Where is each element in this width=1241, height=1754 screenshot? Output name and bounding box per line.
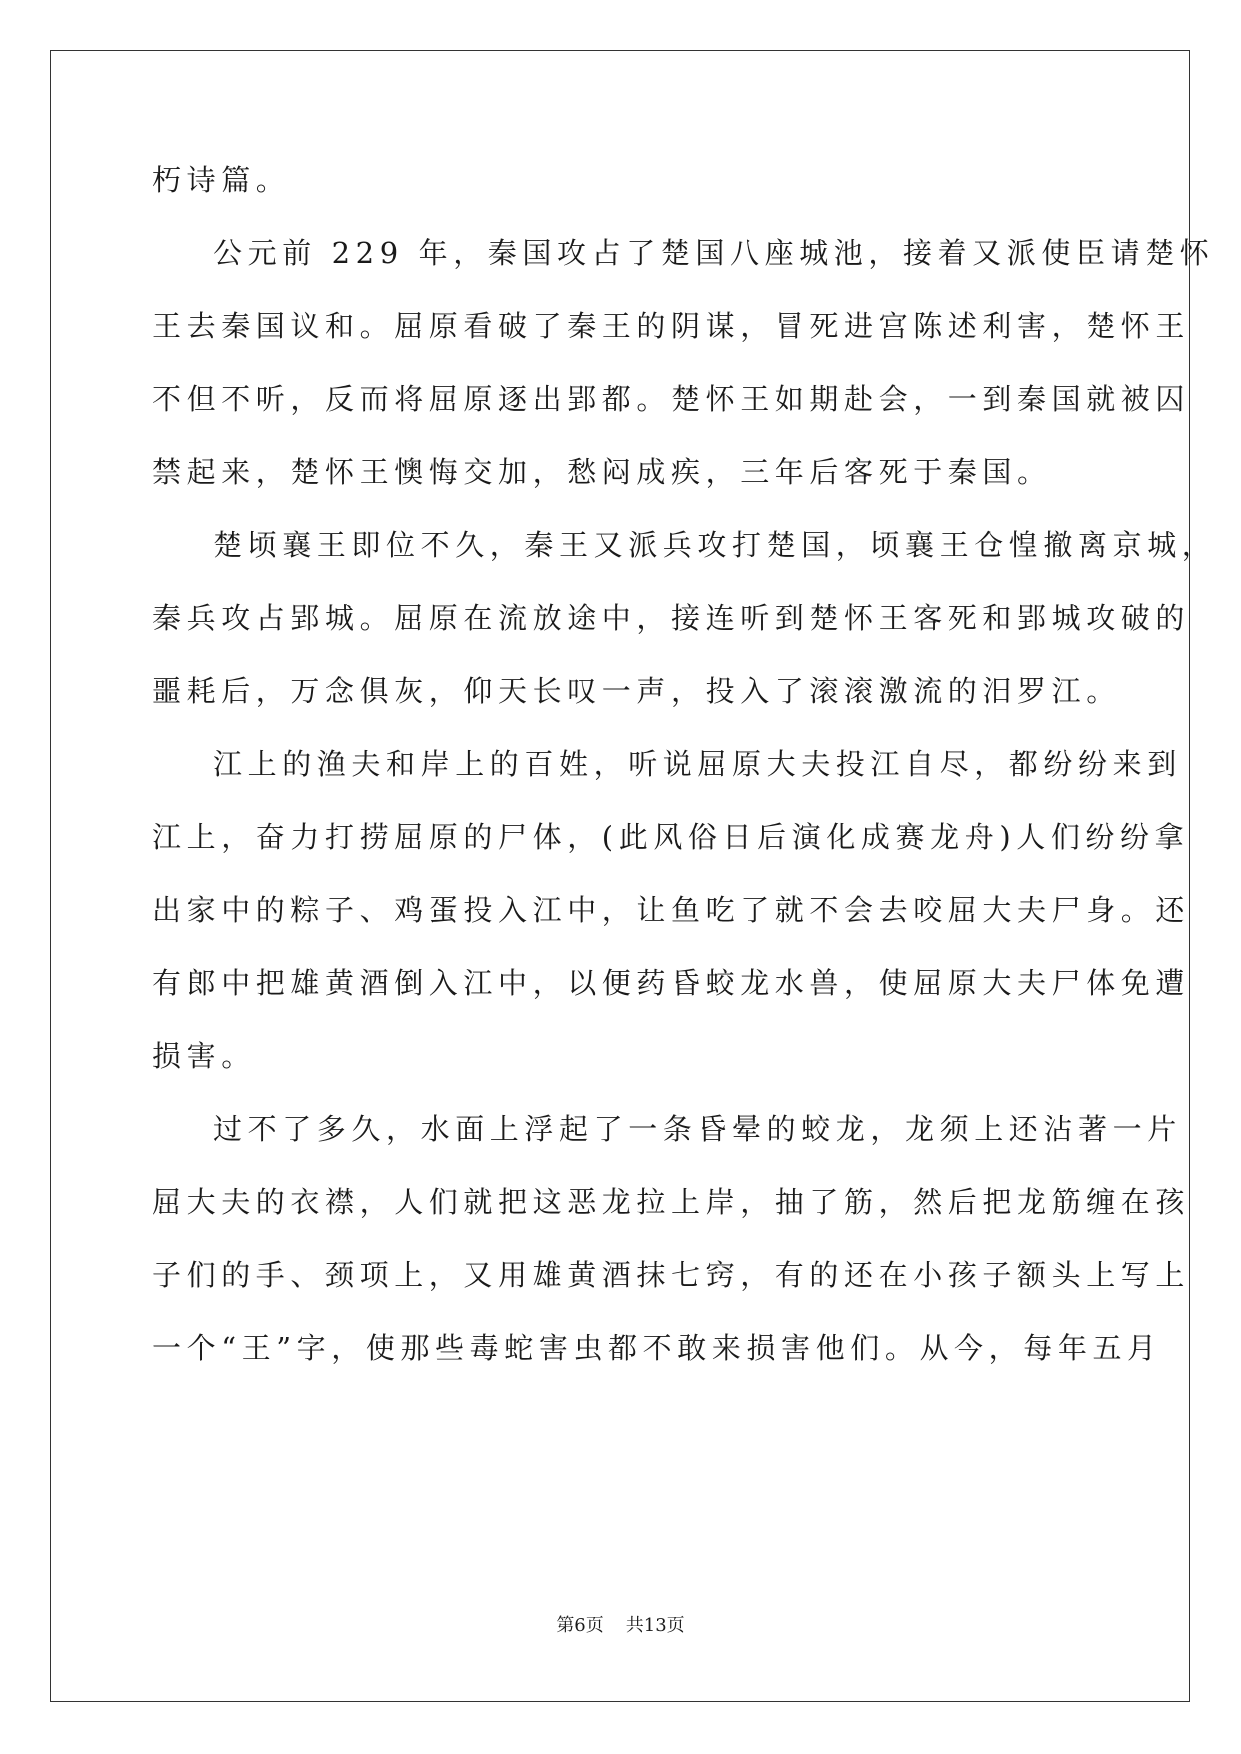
- page-footer: [0, 1614, 1241, 1638]
- text-line: 出家中的粽子、鸡蛋投入江中，让鱼吃了就不会去咬屈大夫尸身。还: [152, 893, 1191, 927]
- text-line: 秦兵攻占郢城。屈原在流放途中，接连听到楚怀王客死和郢城攻破的: [152, 601, 1191, 635]
- paragraph-first-line: 公元前 229 年，秦国攻占了楚国八座城池，接着又派使臣请楚怀: [213, 236, 1215, 270]
- page-total: 共13页: [625, 1615, 685, 1636]
- paragraph-first-line: 江上的渔夫和岸上的百姓，听说屈原大夫投江自尽，都纷纷来到: [213, 747, 1182, 781]
- text-line: 禁起来，楚怀王懊悔交加，愁闷成疾，三年后客死于秦国。: [152, 455, 1052, 489]
- page-number: 第6页: [556, 1615, 604, 1636]
- text-line: 噩耗后，万念俱灰，仰天长叹一声，投入了滚滚激流的汨罗江。: [152, 674, 1121, 708]
- text-line: 朽诗篇。: [152, 163, 291, 197]
- paragraph-first-line: 过不了多久，水面上浮起了一条昏晕的蛟龙，龙须上还沾著一片: [213, 1112, 1182, 1146]
- text-line: 一个“王”字，使那些毒蛇害虫都不敢来损害他们。从今，每年五月: [152, 1331, 1162, 1365]
- text-line: 子们的手、颈项上，又用雄黄酒抹七窍，有的还在小孩子额头上写上: [152, 1258, 1191, 1292]
- text-line: 屈大夫的衣襟，人们就把这恶龙拉上岸，抽了筋，然后把龙筋缠在孩: [152, 1185, 1191, 1219]
- text-line: 损害。: [152, 1039, 256, 1073]
- page-border: [50, 50, 1190, 1702]
- text-line: 江上，奋力打捞屈原的尸体，(此风俗日后演化成赛龙舟)人们纷纷拿: [152, 820, 1190, 854]
- text-line: 王去秦国议和。屈原看破了秦王的阴谋，冒死进宫陈述利害，楚怀王: [152, 309, 1191, 343]
- text-line: 不但不听，反而将屈原逐出郢都。楚怀王如期赴会，一到秦国就被囚: [152, 382, 1191, 416]
- paragraph-first-line: 楚顷襄王即位不久，秦王又派兵攻打楚国，顷襄王仓惶撤离京城，: [213, 528, 1217, 562]
- text-line: 有郎中把雄黄酒倒入江中，以便药昏蛟龙水兽，使屈原大夫尸体免遭: [152, 966, 1191, 1000]
